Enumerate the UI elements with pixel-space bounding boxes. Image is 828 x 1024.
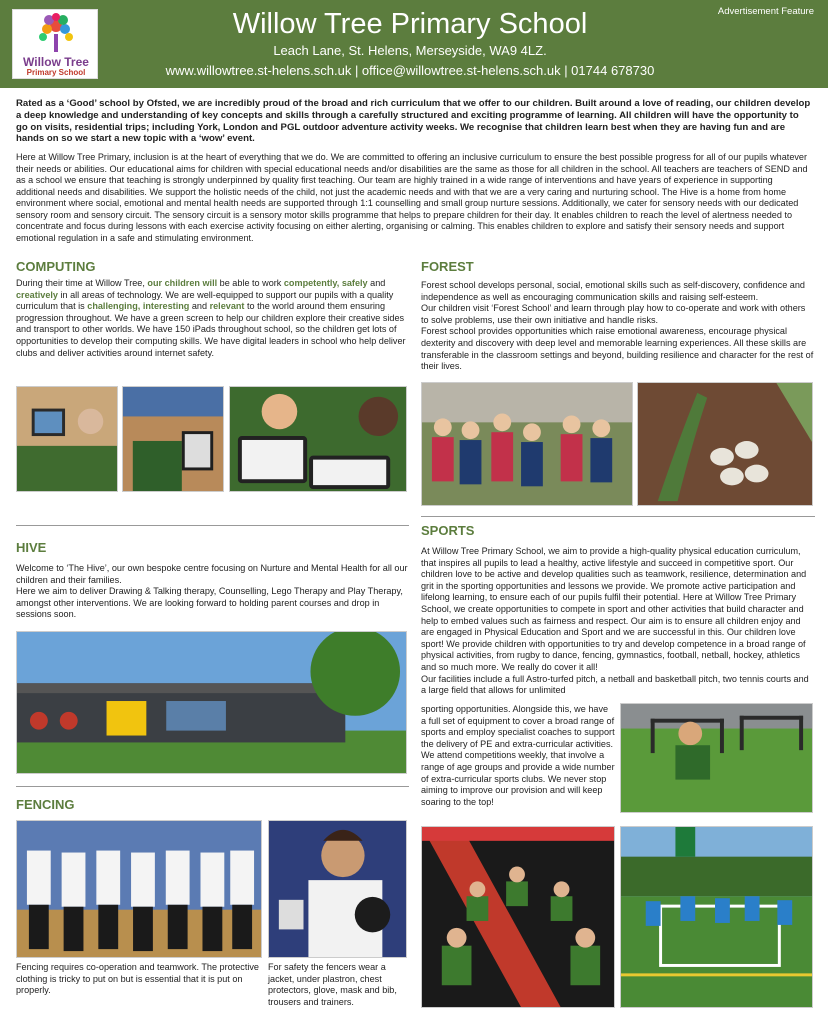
logo-name: Willow Tree [23,55,89,69]
children-using-tablets-photo [16,386,118,492]
section-divider [421,516,815,517]
section-divider [16,525,409,526]
forest-text: Forest school develops personal, social, emotional skills such as self-discovery, confidence and independence as well as encouraging communication skills and raising self-esteem. Our children visit ‘Forest School’ and learn through play how to co-operate and work with others to solve problems, use their own initiative and handle risks. Forest school provides opportunities which raise emotional awareness, encourage physical dexterity and discovery with deep level and memorable learning experiences. All these skills are transferable in the classroom settings and beyond, building resilience and character for the rest of their lives. [421,280,814,372]
football-team-photo [620,826,813,1008]
sports-heading: SPORTS [421,523,475,538]
computing-heading: COMPUTING [16,259,96,274]
school-address: Leach Lane, St. Helens, Merseyside, WA9 4LZ. [273,43,547,58]
intro-normal: Here at Willow Tree Primary, inclusion is at the heart of everything that we do. We are committed to offering an inclusive curriculum to ensure the best possible progress for all of our pupils whatever their needs or abilities. Our educational aims for children with special educational needs and/or disabilities are the same as those for all children in the school. All teachers are teachers of SEND and as a school we ensure that teaching is strongly underpinned by quality first teaching. Our team are highly trained in a wide range of interventions and have years of experience in supporting additional needs and disabilities. We support the holistic needs of the child, not just the academic needs and with that we are a very caring and nurturing school. The Hive is a home from home environment where social, emotional and mental health needs are supported through 1:1 counselling and small group nurture sessions. Additionally, we cater for sensory needs with our dedicated sensory room and sensory circuit. The sensory circuit is a sensory motor skills programme that helps to prepare children for their day. It enables children to reach the level of alertness needed to concentrate and focus during lessons with each exercise activity focusing on either alerting, organising or calming. This enables children to explore and satisfy their sensory needs and support emotional regulation in a safe and stimulating environment. [16,152,808,243]
school-contact: www.willowtree.st-helens.sch.uk | office@willowtree.st-helens.sch.uk | 01744 678730 [165,63,655,78]
sports-text: At Willow Tree Primary School, we aim to provide a high-quality physical education curriculum, that inspires all pupils to lead a healthy, active lifestyle and succeed in competitive sport. Our children love to be active and develop qualities such as teamwork, resilience, determination and grit in the sporting opportunities and lessons we provide. We promote active participation and lifelong learning, to ensure each of our pupils fulfil their potential. Here at Willow Tree Primary School, we create opportunities to compete in sport and other activities that build character and help to embed values such as fairness and respect. Our aim is to ensure all children enjoy and are engaged in Physical Education and Sport and we are successful in this. Our children love sport! We provide children with opportunities to try and develop competence in a broad range of physical activities, from rugby to dance, fencing, gymnastics, football, netball, hockey, athletics and so much more. We really do cover it all! Our facilities include a full Astro-turfed pitch, a netball and basketball pitch, two tennis courts and a large field that allows for unlimited [421,546,809,696]
logo-subtitle: Primary School [26,68,86,77]
children-star-formation-photo [421,826,615,1008]
section-divider [16,786,409,787]
hive-text: Welcome to ‘The Hive’, our own bespoke centre focusing on Nurture and Mental Health for all our children and their families. Here we aim to deliver Drawing & Talking therapy, Counselling, Lego Therapy and Play Therapy, amongst other interventions. We are looking forward to holding parent courses and drop in sessions soon. [16,563,408,620]
fencing-heading: FENCING [16,797,75,812]
school-logo [12,9,98,79]
sports-text-continued: sporting opportunities. Alongside this, we have a full set of equipment to cover a broad range of sports and employ specialist coaches to support the delivery of PE and extra-curricular activities. We attend competitions weekly, that involve a range of age groups and provide a wide number of extra-curricular sports clubs. We never stop aiming to improve our provision and will keep soaring to the top! [421,704,615,807]
forest-heading: FOREST [421,259,474,274]
fencer-with-mask-photo [268,820,407,958]
school-title: Willow Tree Primary School [232,8,588,40]
intro-bold: Rated as a ‘Good’ school by Ofsted, we are incredibly proud of the broad and rich curriculum that we offer to our children. Built around a love of reading, our children develop a deep knowledge and understanding of key concepts and skills through a carefully structured and exciting programme of learning. All children will have the opportunity to go on visits, residential trips; including York, London and PGL outdoor adventure activity weeks. We recognise that children learn best when they are having fun and are hands on so we start a new topic with a ‘wow’ event. [16,98,811,145]
forest-fern-stones-photo [637,382,813,506]
advert-label: Advertisement Feature [717,6,814,17]
children-in-forest-photo [421,382,633,506]
tree-logo-icon [35,12,77,54]
tablets-closeup-photo [229,386,407,492]
computing-text: During their time at Willow Tree, our children will be able to work competently, safely and creatively in all areas of technology. We are well-equipped to support our pupils with a quality curriculum that is challenging, interesting and relevant to the world around them ensuring progression throughout. We have a green screen to help our children explore their creative sides and transport to other worlds. We have 150 iPads throughout school, so the children get lots of opportunities to develop their computing skills. We have digital leaders in school who help deliver clubs and deliver activities around internet safety. [16,278,406,358]
fencing-caption-2: For safety the fencers wear a jacket, under plastron, chest protectors, glove, mask and bib, trousers and trainers. [268,962,397,1007]
fencers-in-line-photo [16,820,262,958]
fencing-caption-1: Fencing requires co-operation and teamwork. The protective clothing is tricky to put on but is essential that it is put on properly. [16,962,259,996]
masthead [0,0,828,88]
hive-building-photo [16,631,407,774]
child-with-tablet-photo [122,386,224,492]
child-obstacle-course-photo [620,703,813,813]
hive-heading: HIVE [16,540,47,555]
